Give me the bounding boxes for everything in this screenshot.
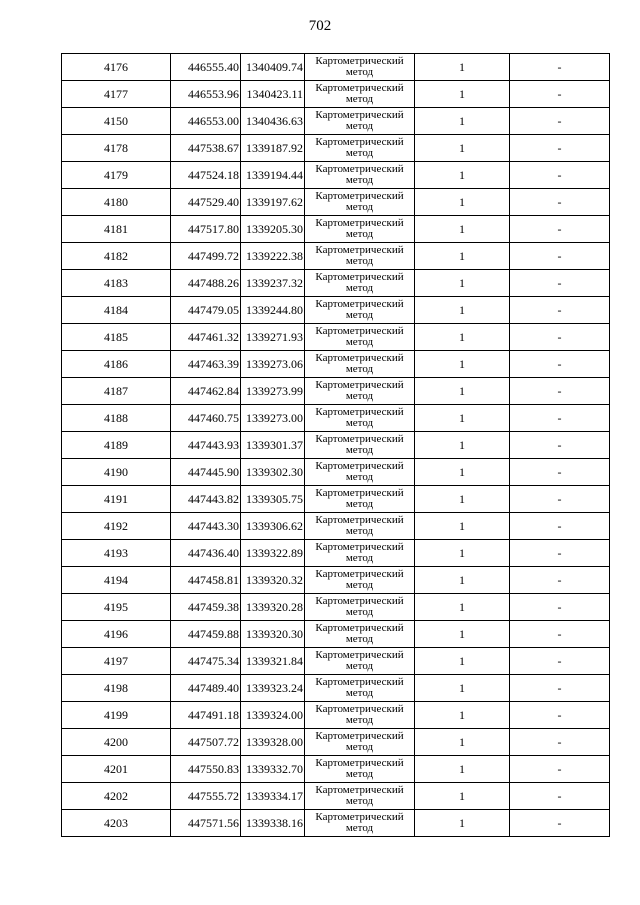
note-cell: -: [510, 108, 610, 135]
method-cell: [305, 756, 415, 783]
y-coordinate-cell: 1339271.93: [241, 324, 305, 351]
method-line-1: Картометрический: [315, 406, 404, 418]
method-line-1: Картометрический: [315, 757, 404, 769]
method-line-2: метод: [345, 66, 374, 78]
count-cell: 1: [415, 729, 510, 756]
point-id-cell: 4198: [62, 675, 171, 702]
method-line-1: Картометрический: [315, 676, 404, 688]
note-cell: -: [510, 432, 610, 459]
y-coordinate-cell: 1339322.89: [241, 540, 305, 567]
method-cell: [305, 216, 415, 243]
method-cell: [305, 81, 415, 108]
method-line-1: Картометрический: [315, 109, 404, 121]
y-coordinate-cell: 1339237.32: [241, 270, 305, 297]
method-line-2: метод: [345, 687, 374, 699]
y-coordinate-cell: 1339305.75: [241, 486, 305, 513]
method-line-2: метод: [345, 714, 374, 726]
count-cell: 1: [415, 621, 510, 648]
count-cell: 1: [415, 378, 510, 405]
method-cell: [305, 783, 415, 810]
note-cell: -: [510, 270, 610, 297]
method-cell: [305, 459, 415, 486]
table-row: [62, 243, 610, 270]
method-line-2: метод: [345, 201, 374, 213]
y-coordinate-cell: 1339273.06: [241, 351, 305, 378]
note-cell: -: [510, 756, 610, 783]
y-coordinate-cell: 1340409.74: [241, 54, 305, 81]
point-id-cell: 4196: [62, 621, 171, 648]
note-cell: -: [510, 540, 610, 567]
method-line-1: Картометрический: [315, 163, 404, 175]
method-cell: [305, 621, 415, 648]
note-cell: -: [510, 135, 610, 162]
x-coordinate-cell: 447550.83: [171, 756, 241, 783]
count-cell: 1: [415, 756, 510, 783]
point-id-cell: 4201: [62, 756, 171, 783]
x-coordinate-cell: 446555.40: [171, 54, 241, 81]
method-line-2: метод: [345, 390, 374, 402]
method-line-1: Картометрический: [315, 244, 404, 256]
method-line-2: метод: [345, 822, 374, 834]
y-coordinate-cell: 1339320.28: [241, 594, 305, 621]
point-id-cell: 4187: [62, 378, 171, 405]
table-row: [62, 702, 610, 729]
count-cell: 1: [415, 162, 510, 189]
method-line-1: Картометрический: [315, 190, 404, 202]
x-coordinate-cell: 447459.88: [171, 621, 241, 648]
table-row: [62, 405, 610, 432]
count-cell: 1: [415, 594, 510, 621]
note-cell: -: [510, 648, 610, 675]
point-id-cell: 4177: [62, 81, 171, 108]
method-line-2: метод: [345, 795, 374, 807]
y-coordinate-cell: 1339323.24: [241, 675, 305, 702]
y-coordinate-cell: 1339334.17: [241, 783, 305, 810]
point-id-cell: 4190: [62, 459, 171, 486]
y-coordinate-cell: 1339321.84: [241, 648, 305, 675]
count-cell: 1: [415, 324, 510, 351]
method-line-2: метод: [345, 741, 374, 753]
table-row: [62, 756, 610, 783]
note-cell: -: [510, 486, 610, 513]
table-row: [62, 54, 610, 81]
x-coordinate-cell: 447489.40: [171, 675, 241, 702]
method-cell: [305, 729, 415, 756]
table-row: [62, 189, 610, 216]
count-cell: 1: [415, 810, 510, 837]
method-cell: [305, 486, 415, 513]
method-line-1: Картометрический: [315, 568, 404, 580]
coordinates-table-body: [62, 54, 610, 837]
table-row: [62, 675, 610, 702]
x-coordinate-cell: 447524.18: [171, 162, 241, 189]
table-row: [62, 486, 610, 513]
note-cell: -: [510, 567, 610, 594]
table-row: [62, 135, 610, 162]
x-coordinate-cell: 447491.18: [171, 702, 241, 729]
point-id-cell: 4179: [62, 162, 171, 189]
point-id-cell: 4202: [62, 783, 171, 810]
method-cell: [305, 648, 415, 675]
method-cell: [305, 432, 415, 459]
y-coordinate-cell: 1339338.16: [241, 810, 305, 837]
point-id-cell: 4199: [62, 702, 171, 729]
method-line-2: метод: [345, 768, 374, 780]
point-id-cell: 4195: [62, 594, 171, 621]
method-cell: [305, 135, 415, 162]
method-cell: [305, 324, 415, 351]
count-cell: 1: [415, 135, 510, 162]
x-coordinate-cell: 447507.72: [171, 729, 241, 756]
count-cell: 1: [415, 297, 510, 324]
method-cell: [305, 567, 415, 594]
method-line-2: метод: [345, 525, 374, 537]
point-id-cell: 4191: [62, 486, 171, 513]
method-line-2: метод: [345, 174, 374, 186]
method-cell: [305, 513, 415, 540]
method-line-2: метод: [345, 417, 374, 429]
point-id-cell: 4176: [62, 54, 171, 81]
method-cell: [305, 810, 415, 837]
note-cell: -: [510, 405, 610, 432]
table-row: [62, 297, 610, 324]
note-cell: -: [510, 675, 610, 702]
method-cell: [305, 162, 415, 189]
y-coordinate-cell: 1339222.38: [241, 243, 305, 270]
table-row: [62, 810, 610, 837]
method-line-2: метод: [345, 660, 374, 672]
note-cell: -: [510, 729, 610, 756]
method-line-1: Картометрический: [315, 811, 404, 823]
count-cell: 1: [415, 567, 510, 594]
count-cell: 1: [415, 243, 510, 270]
y-coordinate-cell: 1339187.92: [241, 135, 305, 162]
method-line-2: метод: [345, 120, 374, 132]
x-coordinate-cell: 447499.72: [171, 243, 241, 270]
point-id-cell: 4203: [62, 810, 171, 837]
point-id-cell: 4197: [62, 648, 171, 675]
x-coordinate-cell: 447475.34: [171, 648, 241, 675]
method-cell: [305, 540, 415, 567]
note-cell: -: [510, 324, 610, 351]
point-id-cell: 4186: [62, 351, 171, 378]
method-line-2: метод: [345, 282, 374, 294]
note-cell: -: [510, 378, 610, 405]
count-cell: 1: [415, 81, 510, 108]
count-cell: 1: [415, 783, 510, 810]
y-coordinate-cell: 1339301.37: [241, 432, 305, 459]
x-coordinate-cell: 447461.32: [171, 324, 241, 351]
point-id-cell: 4150: [62, 108, 171, 135]
note-cell: -: [510, 621, 610, 648]
method-cell: [305, 189, 415, 216]
note-cell: -: [510, 351, 610, 378]
note-cell: -: [510, 594, 610, 621]
count-cell: 1: [415, 513, 510, 540]
note-cell: -: [510, 54, 610, 81]
point-id-cell: 4182: [62, 243, 171, 270]
x-coordinate-cell: 447445.90: [171, 459, 241, 486]
table-row: [62, 621, 610, 648]
count-cell: 1: [415, 189, 510, 216]
x-coordinate-cell: 447462.84: [171, 378, 241, 405]
x-coordinate-cell: 447555.72: [171, 783, 241, 810]
method-line-2: метод: [345, 633, 374, 645]
count-cell: 1: [415, 702, 510, 729]
table-row: [62, 351, 610, 378]
y-coordinate-cell: 1339320.30: [241, 621, 305, 648]
note-cell: -: [510, 702, 610, 729]
y-coordinate-cell: 1339328.00: [241, 729, 305, 756]
x-coordinate-cell: 447517.80: [171, 216, 241, 243]
method-line-1: Картометрический: [315, 487, 404, 499]
x-coordinate-cell: 447571.56: [171, 810, 241, 837]
table-row: [62, 378, 610, 405]
count-cell: 1: [415, 216, 510, 243]
x-coordinate-cell: 447458.81: [171, 567, 241, 594]
method-line-1: Картометрический: [315, 622, 404, 634]
method-line-2: метод: [345, 336, 374, 348]
y-coordinate-cell: 1340436.63: [241, 108, 305, 135]
table-row: [62, 270, 610, 297]
count-cell: 1: [415, 351, 510, 378]
method-line-1: Картометрический: [315, 325, 404, 337]
method-cell: [305, 405, 415, 432]
method-line-1: Картометрический: [315, 784, 404, 796]
table-row: [62, 594, 610, 621]
method-line-2: метод: [345, 606, 374, 618]
method-line-2: метод: [345, 579, 374, 591]
table-row: [62, 108, 610, 135]
method-cell: [305, 351, 415, 378]
table-row: [62, 729, 610, 756]
y-coordinate-cell: 1339306.62: [241, 513, 305, 540]
note-cell: -: [510, 810, 610, 837]
x-coordinate-cell: 447443.93: [171, 432, 241, 459]
point-id-cell: 4188: [62, 405, 171, 432]
y-coordinate-cell: 1339302.30: [241, 459, 305, 486]
method-line-1: Картометрический: [315, 55, 404, 67]
note-cell: -: [510, 513, 610, 540]
method-line-2: метод: [345, 93, 374, 105]
table-row: [62, 513, 610, 540]
table-row: [62, 216, 610, 243]
method-line-2: метод: [345, 444, 374, 456]
x-coordinate-cell: 447443.82: [171, 486, 241, 513]
method-line-2: метод: [345, 552, 374, 564]
coordinates-table: [61, 53, 610, 837]
method-line-1: Картометрический: [315, 271, 404, 283]
x-coordinate-cell: 447538.67: [171, 135, 241, 162]
count-cell: 1: [415, 270, 510, 297]
method-line-1: Картометрический: [315, 352, 404, 364]
x-coordinate-cell: 447460.75: [171, 405, 241, 432]
method-cell: [305, 378, 415, 405]
method-line-2: метод: [345, 228, 374, 240]
page-number: 702: [308, 18, 332, 34]
y-coordinate-cell: 1339273.00: [241, 405, 305, 432]
table-row: [62, 81, 610, 108]
x-coordinate-cell: 447479.05: [171, 297, 241, 324]
y-coordinate-cell: 1339244.80: [241, 297, 305, 324]
count-cell: 1: [415, 459, 510, 486]
method-line-2: метод: [345, 471, 374, 483]
y-coordinate-cell: 1339194.44: [241, 162, 305, 189]
count-cell: 1: [415, 486, 510, 513]
x-coordinate-cell: 447488.26: [171, 270, 241, 297]
point-id-cell: 4189: [62, 432, 171, 459]
point-id-cell: 4184: [62, 297, 171, 324]
table-row: [62, 324, 610, 351]
method-line-1: Картометрический: [315, 298, 404, 310]
method-line-1: Картометрический: [315, 433, 404, 445]
method-line-2: метод: [345, 255, 374, 267]
method-cell: [305, 297, 415, 324]
y-coordinate-cell: 1339205.30: [241, 216, 305, 243]
method-cell: [305, 270, 415, 297]
table-row: [62, 783, 610, 810]
method-line-1: Картометрический: [315, 82, 404, 94]
point-id-cell: 4185: [62, 324, 171, 351]
method-line-2: метод: [345, 309, 374, 321]
note-cell: -: [510, 162, 610, 189]
method-line-2: метод: [345, 363, 374, 375]
y-coordinate-cell: 1340423.11: [241, 81, 305, 108]
x-coordinate-cell: 447436.40: [171, 540, 241, 567]
point-id-cell: 4180: [62, 189, 171, 216]
note-cell: -: [510, 81, 610, 108]
x-coordinate-cell: 446553.00: [171, 108, 241, 135]
count-cell: 1: [415, 648, 510, 675]
count-cell: 1: [415, 540, 510, 567]
note-cell: -: [510, 216, 610, 243]
note-cell: -: [510, 783, 610, 810]
table-row: [62, 540, 610, 567]
y-coordinate-cell: 1339320.32: [241, 567, 305, 594]
y-coordinate-cell: 1339324.00: [241, 702, 305, 729]
point-id-cell: 4193: [62, 540, 171, 567]
note-cell: -: [510, 459, 610, 486]
point-id-cell: 4192: [62, 513, 171, 540]
note-cell: -: [510, 297, 610, 324]
table-row: [62, 648, 610, 675]
note-cell: -: [510, 243, 610, 270]
method-line-1: Картометрический: [315, 136, 404, 148]
count-cell: 1: [415, 54, 510, 81]
table-row: [62, 432, 610, 459]
method-cell: [305, 594, 415, 621]
method-line-1: Картометрический: [315, 379, 404, 391]
y-coordinate-cell: 1339197.62: [241, 189, 305, 216]
point-id-cell: 4194: [62, 567, 171, 594]
x-coordinate-cell: 446553.96: [171, 81, 241, 108]
y-coordinate-cell: 1339332.70: [241, 756, 305, 783]
count-cell: 1: [415, 405, 510, 432]
count-cell: 1: [415, 432, 510, 459]
method-cell: [305, 243, 415, 270]
table-row: [62, 162, 610, 189]
method-cell: [305, 675, 415, 702]
note-cell: -: [510, 189, 610, 216]
point-id-cell: 4178: [62, 135, 171, 162]
x-coordinate-cell: 447463.39: [171, 351, 241, 378]
table-row: [62, 459, 610, 486]
method-cell: [305, 702, 415, 729]
method-line-1: Картометрический: [315, 703, 404, 715]
method-line-1: Картометрический: [315, 514, 404, 526]
x-coordinate-cell: 447459.38: [171, 594, 241, 621]
x-coordinate-cell: 447529.40: [171, 189, 241, 216]
method-line-1: Картометрический: [315, 730, 404, 742]
y-coordinate-cell: 1339273.99: [241, 378, 305, 405]
method-line-1: Картометрический: [315, 460, 404, 472]
point-id-cell: 4200: [62, 729, 171, 756]
method-line-1: Картометрический: [315, 541, 404, 553]
method-line-2: метод: [345, 498, 374, 510]
x-coordinate-cell: 447443.30: [171, 513, 241, 540]
method-line-1: Картометрический: [315, 217, 404, 229]
table-row: [62, 567, 610, 594]
method-line-2: метод: [345, 147, 374, 159]
point-id-cell: 4183: [62, 270, 171, 297]
count-cell: 1: [415, 675, 510, 702]
method-cell: [305, 108, 415, 135]
count-cell: 1: [415, 108, 510, 135]
method-line-1: Картометрический: [315, 595, 404, 607]
method-line-1: Картометрический: [315, 649, 404, 661]
method-cell: [305, 54, 415, 81]
point-id-cell: 4181: [62, 216, 171, 243]
